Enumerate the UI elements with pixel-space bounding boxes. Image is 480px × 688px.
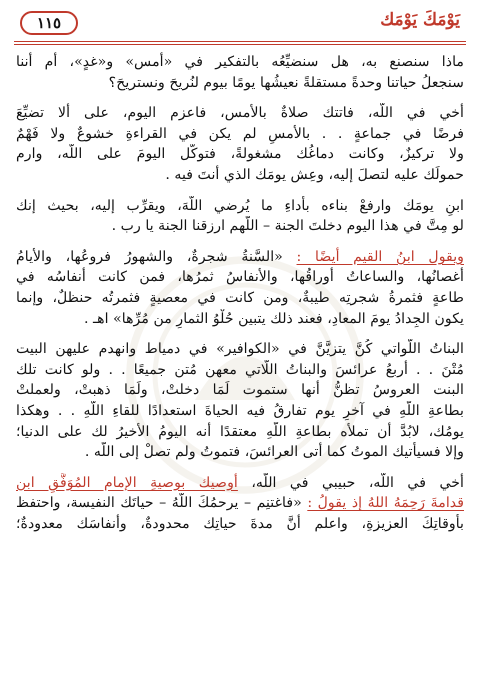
paragraph-5 bbox=[16, 339, 464, 463]
quote-text: «فاغتنِم – يرحمُكَ اللّهُ – حياتَك النفيسة، واحتفظ bbox=[16, 495, 302, 512]
text-line: ولا تركيزٌ، وكانت دماغُك مشغولةً، فتوكَّل اليومَ على اللّه، وارم bbox=[16, 146, 464, 163]
text-line: طاعةٍ فثمرةُ شجرتِه طيبةٌ، ومن كانت في معصيةٍ فثمرتُه حنظلٌ، وإنما bbox=[16, 289, 464, 306]
quote-lead: ويقول ابنُ القيم أيضًا : bbox=[296, 248, 464, 265]
quote-lead: أوصيك بوصيةِ الإمام المُوَفَّقِ ابن bbox=[16, 474, 238, 491]
paragraph-6-ibn-qudama bbox=[16, 473, 464, 535]
text-line: لو مِتَّ في هذا اليوم دخلتَ الجنة – اللّهم ارزقنا الجنة يا رب . bbox=[111, 218, 464, 235]
paragraph-1 bbox=[16, 52, 464, 93]
header-rule bbox=[14, 41, 466, 42]
page-header bbox=[14, 8, 466, 42]
text-line: وإلا فسيأتيك الموتُ كما أتى العرائسَ، فتموتُ ولم تصلْ إلى اللّه . bbox=[84, 444, 464, 461]
text-line: يومُك، لابُدَّ أن تملأه بطاعةِ اللّهِ معتقدًا أنه اليومُ الأخيرُ لك على الدنيا؛ bbox=[16, 423, 464, 440]
text-line: بطاعةِ اللّهِ في آخرِ يوم تفارقُ فيه الحياةَ استعدادًا للقاءِ اللّهِ . . وهكذا bbox=[16, 402, 464, 419]
paragraph-4-ibn-qayyim bbox=[16, 247, 464, 329]
text-line bbox=[16, 247, 464, 268]
text-line: أخي في اللّه، فاتتك صلاةٌ بالأمس، فاعزم اليوم، على ألا تضيِّعَ bbox=[16, 105, 464, 122]
body-text bbox=[16, 52, 464, 544]
text-line: البنت العروسُ تظنُّ أنها ستموت لَمَا دخلتْ، ولَمَا ذهبتْ، ولعملتْ bbox=[16, 382, 464, 399]
quote-text: «السَّنةُ شجرةٌ، والشهورُ فروعُها، والأيامُ bbox=[16, 248, 283, 265]
text-line: ماذا سنصنع به، هل سنضيِّعُه بالتفكير في «أمس» و«غدٍ»، أم أننا bbox=[16, 54, 464, 70]
text-line: بأوقاتِكَ العزيزةِ، واعلم أنَّ مدةَ حياتِك محدودةٌ، وأنفاسَك معدودةٌ؛ bbox=[16, 515, 464, 532]
header-rule-thin bbox=[14, 44, 466, 45]
running-title: يَوْمَكَ يَوْمَك bbox=[380, 10, 460, 30]
text-line: البناتُ اللَّواتي كُنَّ يتزيَّنَّ في «الكوافير» في دمياط وانهدم عليهن البيت bbox=[16, 341, 464, 358]
text-line bbox=[16, 473, 464, 494]
text-line: سنجعلُ حياتنا وحدةً مستقلةً نعيشُها يومًا بيوم لنُريحَ ونستريحَ؟ bbox=[108, 74, 464, 91]
text-line: مُتْنَ . . أربعُ عرائسَ والبناتُ اللَّاتي معهن مُتن جميعًا . . ولو كانت تلك bbox=[16, 361, 464, 378]
text-line bbox=[16, 493, 464, 514]
pre-text: أخي في اللّه، حبيبي في اللّه، bbox=[251, 474, 464, 491]
text-line: فرضًا في جماعةٍ . . بالأمسِ لم يكن في القراءةِ خشوعٌ ولا فَهْمٌ bbox=[16, 125, 464, 142]
paragraph-3 bbox=[16, 196, 464, 237]
paragraph-2 bbox=[16, 103, 464, 185]
text-line: ابنِ يومَك وارفعْ بناءه بأداءِ ما يُرضي اللّهَ، ويقرِّب إليه، بحيث إنك bbox=[16, 197, 464, 214]
quote-lead-cont: قدامةَ رَحِمَهُ اللهُ إذ يقولُ : bbox=[307, 495, 464, 512]
text-line: أغصانُها، والساعاتُ أوراقُها، والأنفاسُ ثمرُها، فمن كانت أنفاسُه في bbox=[16, 269, 464, 286]
page-number: ١١٥ bbox=[20, 11, 78, 35]
text-line: حمولَك عليه لتصلَ إليه، وعِش يومَك الذي أنتَ فيه . bbox=[165, 166, 464, 183]
text-line: يكون الجِدادُ يومَ المعادِ، فعند ذلك يتبين حُلْوُ الثمارِ من مُرِّها» اهـ . bbox=[83, 310, 464, 327]
